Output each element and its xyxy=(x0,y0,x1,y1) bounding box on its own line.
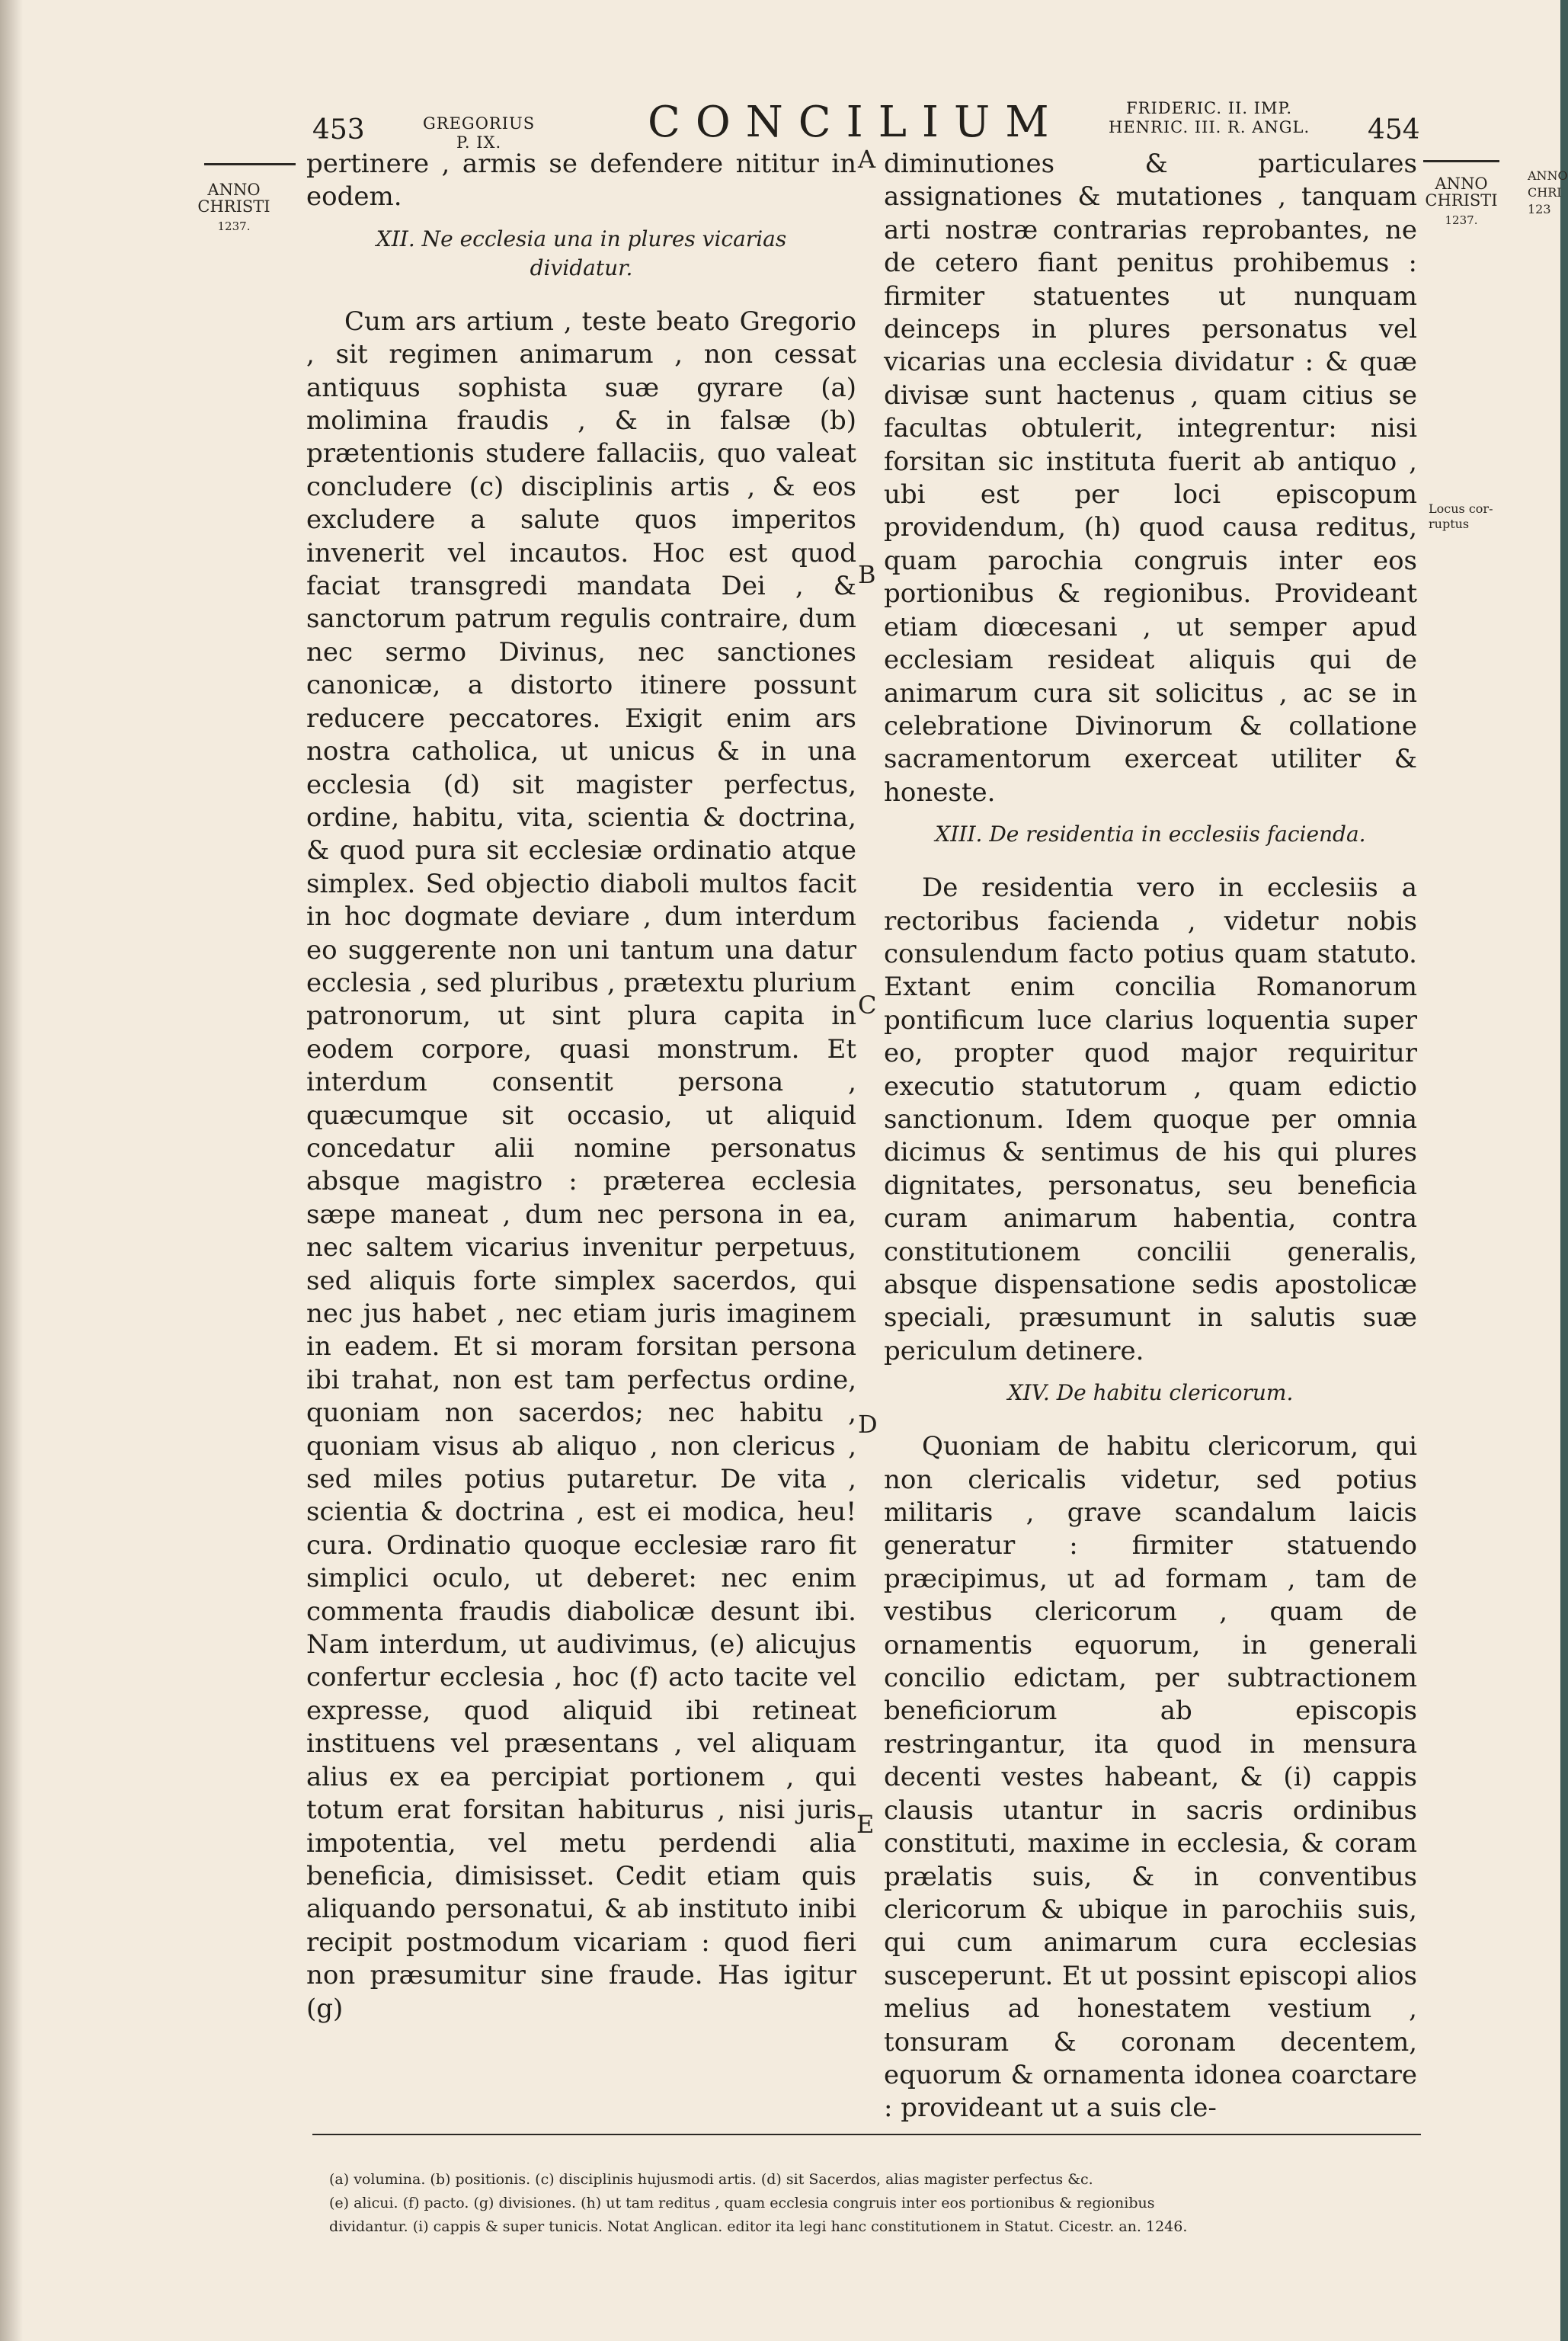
next-page-year: 123 xyxy=(1528,202,1551,216)
margin-year: 1237. xyxy=(1445,213,1478,227)
right-page-number: 454 xyxy=(1368,114,1420,146)
footnote-line: dividantur. (i) cappis & super tunicis. Notat Anglican. editor ita legi hanc constitutionem in Statut. Cicestr. an. 1246. xyxy=(329,2218,1188,2235)
margin-locus-corruptus xyxy=(1429,501,1493,532)
running-header-king: HENRIC. III. R. ANGL. xyxy=(1109,118,1310,136)
next-page-anno: ANNO xyxy=(1528,168,1568,183)
footnote-rule xyxy=(312,2134,1421,2135)
margin-anno: ANNO xyxy=(1435,175,1488,193)
continued-paragraph: pertinere , armis se defendere nititur in eodem. xyxy=(306,149,856,213)
next-page-christi: CHRI xyxy=(1528,185,1562,200)
locus-line-1: Locus cor- xyxy=(1429,501,1493,516)
margin-year: 1237. xyxy=(217,219,251,233)
right-running-header xyxy=(1109,99,1310,137)
section-letter-a: A xyxy=(858,145,876,174)
section-letter-c: C xyxy=(858,991,877,1020)
footnote-line: (a) volumina. (b) positionis. (c) disciplinis hujusmodi artis. (d) sit Sacerdos, alias magister perfectus &c. xyxy=(329,2171,1093,2188)
chapter-text-xiii: De residentia vero in ecclesiis a rectoribus facienda , videtur nobis consulendum facto potius quam statuto. Extant enim concilia Romanorum pontificum luce clarius loquentia super eo, propter quod major requiritur executio statutorum , quam edictio sanctionum. Idem quoque per omnia dicimus & sentimus de his qui plures dignitates, personatus, seu beneficia curam animarum habentia, contra constitutionem concilii generalis, absque dispensatione sedis apostolicæ speciali, præsumunt in salutis suæ periculum detinere. xyxy=(884,873,1417,1366)
running-header-emperor: FRIDERIC. II. IMP. xyxy=(1126,99,1293,117)
section-letter-d: D xyxy=(858,1410,878,1439)
chapter-heading-xii: XII. Ne ecclesia una in plures vicarias dividatur. xyxy=(376,226,787,280)
continued-paragraph-xii: diminutiones & particulares assignationes & mutationes , tanquam arti nostræ contrarias reprobantes, ne de cetero fiant penitus prohibemus : firmiter statuentes ut nunquam deinceps in plures personatus vel vicarias una ecclesia dividatur : & quæ divisæ sunt hactenus , quam citius se facultas obtulerit, integrentur: nisi forsitan sic instituta fuerit ab antiquo , ubi est per loci episcopum providendum, (h) quod causa reditus, quam parochia congruis inter eos portionibus & regionibus. Provideant etiam diœcesani , ut semper apud ecclesiam resideat aliquis qui de animarum cura sit solicitus , ac se in celebratione Divinorum & collatione sacramentorum exerceat utiliter & honeste. xyxy=(884,149,1417,808)
running-header-pope-number: P. IX. xyxy=(456,133,502,152)
section-letter-b: B xyxy=(858,560,876,589)
left-text-column xyxy=(306,148,856,2026)
margin-anno: ANNO xyxy=(207,181,261,199)
right-margin-year-note xyxy=(1423,175,1499,229)
next-page-edge xyxy=(1528,168,1568,218)
chapter-text-xiv: Quoniam de habitu clericorum, qui non clericalis videtur, sed potius militaris , grave scandalum laicis generatur : firmiter statuendo præcipimus, ut ad formam , tam de vestibus clericorum , quam de ornamentis equorum, in generali concilio edictam, per subtractionem beneficiorum ab episcopis restringantur, ita quod in mensura decenti vestes habeant, & (i) cappis clausis utantur in sacris ordinibus constituti, maxime in ecclesia, & coram prælatis suis, & in conventibus clericorum & ubique in parochiis suis, qui cum animarum cura ecclesias susceperunt. Et ut possint episcopi alios melius ad honestatem vestium , tonsuram & coronam decentem, equorum & ornamenta idonea coarctare : provideant ut a suis cle- xyxy=(884,1431,1417,2124)
right-text-column xyxy=(884,148,1417,2125)
margin-christi: CHRISTI xyxy=(197,197,270,216)
chapter-heading-xiv: XIV. De habitu clericorum. xyxy=(1007,1380,1294,1406)
locus-line-2: ruptus xyxy=(1429,517,1470,531)
margin-christi: CHRISTI xyxy=(1425,191,1498,210)
chapter-text-xii: Cum ars artium , teste beato Gregorio , sit regimen animarum , non cessat antiquus sophista suæ gyrare (a) molimina fraudis , & in falsæ (b) prætentionis studere fallaciis, quo valeat concludere (c) disciplinis artis , & eos excludere a salute quos imperitos invenerit vel incautos. Hoc est quod faciat transgredi mandata Dei , & sanctorum patrum regulis contraire, dum nec sermo Divinus, nec sanctiones canonicæ, a distorto itinere possunt reducere peccatores. Exigit enim ars nostra catholica, ut unicus & in una ecclesia (d) sit magister perfectus, ordine, habitu, vita, scientia & doctrina, & quod pura sit ecclesiæ ordinatio atque simplex. Sed objectio diaboli multos facit in hoc dogmate deviare , dum interdum eo suggerente non uni tantum una datur ecclesia , sed pluribus , prætextu plurium patronorum, ut sint plura capita in eodem corpore, quasi monstrum. Et interdum consentit persona , quæcumque sit occasio, ut aliquid concedatur alii nomine personatus absque magistro : præterea ecclesia sæpe maneat , dum nec persona in ea, nec saltem vicarius invenitur perpetuus, sed aliquis forte simplex sacerdos, qui nec jus habet , nec etiam juris imaginem in eadem. Et si moram forsitan persona ibi trahat, non est tam perfectus ordine, quoniam non sacerdos; nec habitu , quoniam visus ab aliquo , non clericus , sed miles potius putaretur. De vita , scientia & doctrina , est ei modica, heu! cura. Ordinatio quoque ecclesiæ raro fit simplici oculo, ut deberet: nec enim commenta fraudis diabolicæ desunt ibi. Nam interdum, ut audivimus, (e) alicujus confertur ecclesia , hoc (f) acto tacite vel expresse, quod aliquid ibi retineat instituens vel præsentans , vel aliquam alius ex ea percipiat portionem , qui totum erat forsitan habiturus , nisi juris impotentia, vel metu perdendi alia beneficia, dimisisset. Cedit etiam quis aliquando personatui, & ab instituto inibi recipit postmodum vicariam : quod fieri non præsumitur sine fraude. Has igitur (g) xyxy=(306,306,856,2024)
left-page-number: 453 xyxy=(312,114,365,146)
left-running-header xyxy=(423,114,535,152)
section-letter-e: E xyxy=(856,1810,875,1839)
right-margin-rule xyxy=(1423,160,1499,162)
running-header-pope: GREGORIUS xyxy=(423,114,536,133)
footnote-line: (e) alicui. (f) pacto. (g) divisiones. (h) ut tam reditus , quam ecclesia congruis inter eos portionibus & regionibus xyxy=(329,2195,1155,2211)
left-margin-year-note xyxy=(192,181,276,235)
page-title: CONCILIUM xyxy=(648,98,1064,147)
left-margin-rule xyxy=(204,163,296,165)
footnotes xyxy=(329,2168,1419,2239)
chapter-heading-xiii: XIII. De residentia in ecclesiis facienda. xyxy=(935,821,1366,847)
